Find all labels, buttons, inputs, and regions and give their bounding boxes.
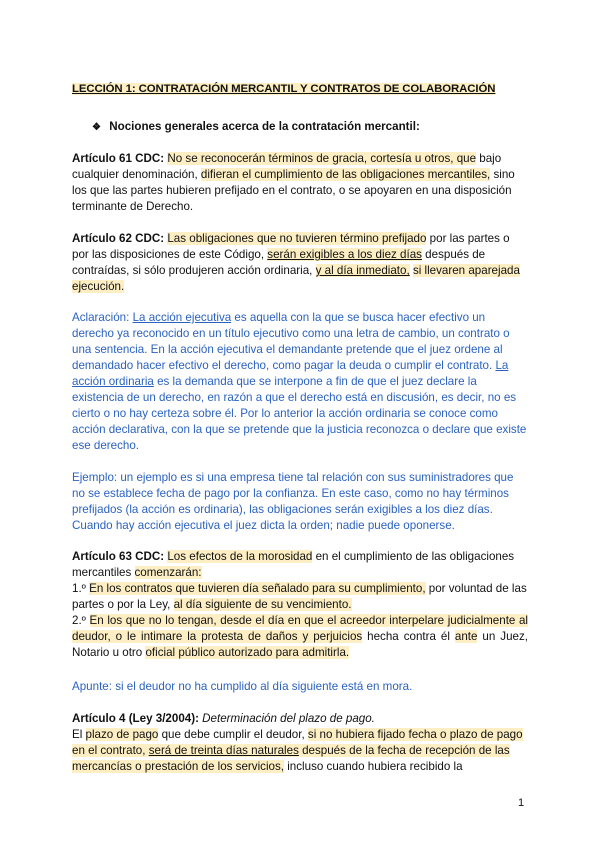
- item-2-number: 2.º: [72, 614, 90, 627]
- article-63-label: Artículo 63 CDC:: [72, 550, 165, 563]
- term-accion-ordinaria: La acción ordinaria: [72, 359, 509, 388]
- article-4-subtitle: Determinación del plazo de pago.: [202, 712, 375, 725]
- term-accion-ejecutiva: La acción ejecutiva: [132, 311, 232, 324]
- item-2-highlight-4: oficial público autorizado para admitirla.: [145, 646, 350, 659]
- clarification-intro: Aclaración:: [72, 311, 133, 324]
- diamond-bullet-icon: ❖: [92, 122, 101, 133]
- clarification-text-2: es la demanda que se interpone a fin de que el juez declare la existencia de un derecho, en razón a que el derecho está en discusión, es decir, no es cierto o no hay certeza sobre él. Por lo anterior la acción ordinaria se conoce como acción declarativa, con la que se pretende que la justicia reconozca o declare que existe ese derecho.: [72, 375, 527, 452]
- article-62-highlight-3: y al día inmediato,: [315, 264, 410, 277]
- article-62-highlight-2: serán exigibles a los diez días: [267, 248, 422, 261]
- article-4-highlight-3: será de treinta días naturales: [148, 744, 299, 757]
- article-62-text-2: después de contraídas, si sólo produjeren acción ordinaria,: [72, 248, 486, 277]
- item-2-highlight-2: o le intimare la protesta de daños y perjuicios: [110, 630, 363, 643]
- article-62: [72, 231, 528, 295]
- page-number: 1: [518, 797, 525, 809]
- lesson-title: LECCIÓN 1: CONTRATACIÓN MERCANTIL Y CONTRATOS DE COLABORACIÓN: [72, 83, 496, 95]
- item-2-text-1: hecha contra él: [362, 630, 455, 643]
- example-note: Ejemplo: un ejemplo es si una empresa tiene tal relación con sus suministradores que no se establece fecha de pago por la confianza. En este caso, como no hay términos prefijados (la acción es ordinaria), las obligaciones serán exigibles a los diez días. Cuando hay acción ejecutiva el juez dicta la orden; nadie puede oponerse.: [72, 471, 514, 532]
- article-61-text-1: bajo cualquier denominación,: [72, 152, 502, 181]
- item-2-highlight-1: En los que no lo tengan, desde el día en que el acreedor interpelare judicialmente al deudor,: [72, 614, 529, 643]
- article-4-highlight-1: plazo de pago: [85, 728, 159, 741]
- section-heading: [92, 120, 420, 133]
- article-63-highlight-1: Los efectos de la morosidad: [167, 550, 313, 563]
- article-63-highlight-2: comenzarán:: [134, 566, 202, 579]
- note-apunte: Apunte: si el deudor no ha cumplido al día siguiente está en mora.: [72, 680, 413, 693]
- article-4-text-2: que debe cumplir el deudor,: [158, 728, 308, 741]
- article-4: [72, 711, 528, 775]
- article-62-highlight-4: si llevaren aparejada ejecución.: [72, 264, 520, 293]
- article-62-highlight-1: Las obligaciones que no tuvieren término prefijado: [167, 232, 427, 245]
- article-63-text-1: en el cumplimiento de las obligaciones mercantiles: [72, 550, 515, 579]
- article-61-text-2: sino los que las partes hubieren prefijado en el contrato, o se apoyaren en una disposición terminante de Derecho.: [72, 168, 515, 213]
- section-heading-text: Nociones generales acerca de la contratación mercantil:: [109, 120, 420, 133]
- article-4-label: Artículo 4 (Ley 3/2004):: [72, 712, 199, 725]
- article-63: [72, 549, 528, 661]
- clarification-note: [72, 310, 528, 454]
- item-1-number: 1.º: [72, 582, 90, 595]
- article-4-header: [72, 711, 528, 727]
- item-1-highlight-1: En los contratos que tuvieren día señalado para su cumplimiento,: [89, 582, 426, 595]
- article-61-highlight-1: No se reconocerán términos de gracia, cortesía u otros, que: [167, 152, 477, 165]
- item-1-highlight-2: al día siguiente de su vencimiento.: [173, 598, 352, 611]
- article-62-label: Artículo 62 CDC:: [72, 232, 165, 245]
- article-61-label: Artículo 61 CDC:: [72, 152, 165, 165]
- clarification-text-1: es aquella con la que se busca hacer efectivo un derecho ya reconocido en un título ejecutivo como una letra de cambio, un contrato o una sentencia. En la acción ejecutiva el demandante pretende que el juez ordene al demandado hacer efectivo el derecho, como pagar la deuda o cumplir el contrato.: [72, 311, 510, 372]
- article-63-intro: [72, 549, 528, 581]
- article-62-text-1: por las partes o por las disposiciones de este Código,: [72, 232, 510, 261]
- item-2-text-2: un Juez, Notario u otro: [72, 630, 528, 659]
- article-61: [72, 151, 528, 215]
- article-4-text-1: El: [72, 728, 86, 741]
- article-61-highlight-2: difieran el cumplimiento de las obligaciones mercantiles,: [200, 168, 491, 181]
- article-4-highlight-4: después de la fecha de recepción de las mercancías o prestación de los servicios,: [72, 744, 510, 773]
- article-63-item-1: [72, 581, 528, 613]
- article-4-highlight-2: si no hubiera fijado fecha o plazo de pago en el contrato,: [72, 728, 523, 757]
- article-4-body: [72, 727, 528, 775]
- article-63-item-2: [72, 613, 528, 661]
- item-2-highlight-3: ante: [454, 630, 478, 643]
- article-4-text-3: incluso cuando hubiera recibido la: [284, 760, 463, 773]
- item-1-text: por voluntad de las partes o por la Ley,: [72, 582, 527, 611]
